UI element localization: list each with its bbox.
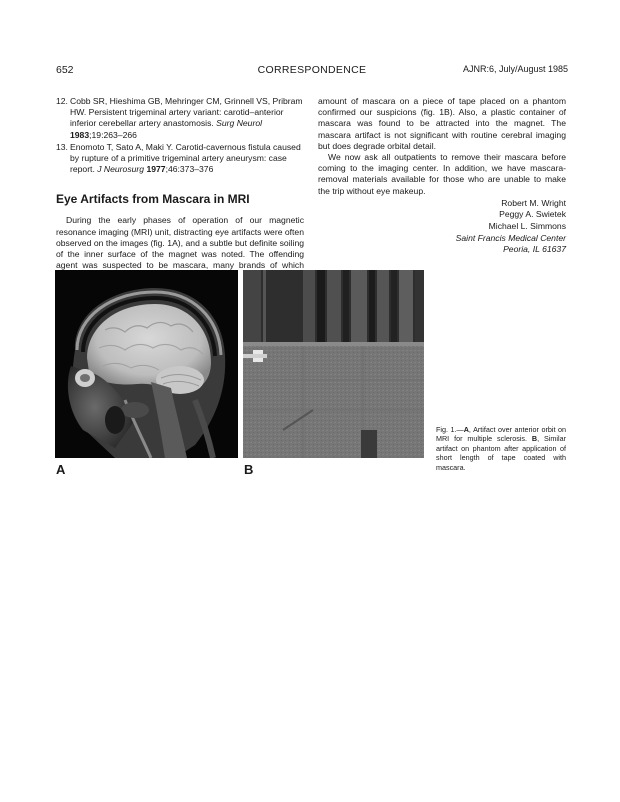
caption-b-text: , Similar artifact on phantom after application of short length of tape coated with mascara. — [436, 434, 566, 472]
caption-a-text: , Artifact over anterior orbit on MRI for multiple sclerosis. — [436, 425, 566, 444]
reference-journal: Surg Neurol — [216, 118, 263, 129]
reference-pages: ;46:373–376 — [165, 164, 214, 175]
author-signature — [318, 198, 566, 256]
figure-label-b: B — [244, 462, 254, 477]
page-header — [56, 64, 568, 78]
journal-citation: AJNR:6, July/August 1985 — [462, 64, 568, 74]
author-location: Peoria, IL 61637 — [503, 244, 566, 255]
caption-a-label: A — [463, 425, 469, 434]
section-title-header: CORRESPONDENCE — [257, 64, 367, 76]
caption-prefix: Fig. 1.— — [436, 425, 464, 434]
reference-year: 1983 — [70, 129, 90, 140]
article-paragraph-1-continued: amount of mascara on a piece of tape placed on a phantom confirmed our suspicions (fig. 1B). Also, a plastic container of mascara was found to be attracted into the magnet. The mascara artifact is not significant with routine cerebral imaging but does degrade orbital detail. — [318, 96, 566, 151]
author-name: Robert M. Wright — [501, 197, 566, 208]
page-number: 652 — [56, 64, 74, 76]
figure-caption — [436, 425, 566, 472]
reference-year: 1977 — [146, 164, 166, 175]
figure-1a-mri-image — [55, 270, 238, 458]
reference-number: 12. — [56, 96, 68, 106]
left-column — [56, 96, 304, 283]
article-paragraph-2: We now ask all outpatients to remove their mascara before coming to the imaging center. In addition, we have mascara-removal materials available for those who are unable to make the trip without eye makeup. — [318, 152, 566, 196]
reference-pages: ;19:263–266 — [89, 129, 137, 140]
figure-1b-phantom-image — [243, 270, 424, 458]
reference-13 — [56, 142, 304, 176]
author-institution: Saint Francis Medical Center — [455, 232, 566, 243]
reference-number: 13. — [56, 141, 68, 152]
figure-label-a: A — [56, 462, 66, 477]
author-name: Michael L. Simmons — [488, 221, 566, 232]
reference-text: Enomoto T, Sato A, Maki Y. Carotid-cavernous fistula caused by rupture of a primitive trigeminal artery aneurysm: case report. — [70, 141, 301, 175]
reference-12 — [56, 96, 304, 141]
caption-b-label: B — [531, 434, 538, 444]
reference-journal: J Neurosurg — [97, 164, 145, 175]
article-title: Eye Artifacts from Mascara in MRI — [56, 192, 250, 207]
article-paragraph-1: During the early phases of operation of our magnetic resonance imaging (MRI) unit, distracting eye artifacts were often observed on the images (fig. 1A), and a subtle but definite soiling of the inner surface of the magnet was noted. The offending agent was suspected to be mascara, many brands of which — [56, 215, 304, 271]
reference-text: Cobb SR, Hieshima GB, Mehringer CM, Grinnell VS, Pribram HW. Persistent trigeminal artery variant: carotid–anterior inferior cerebellar artery anastomosis. — [70, 96, 303, 129]
author-name: Peggy A. Swietek — [499, 209, 566, 220]
right-column — [318, 96, 566, 256]
